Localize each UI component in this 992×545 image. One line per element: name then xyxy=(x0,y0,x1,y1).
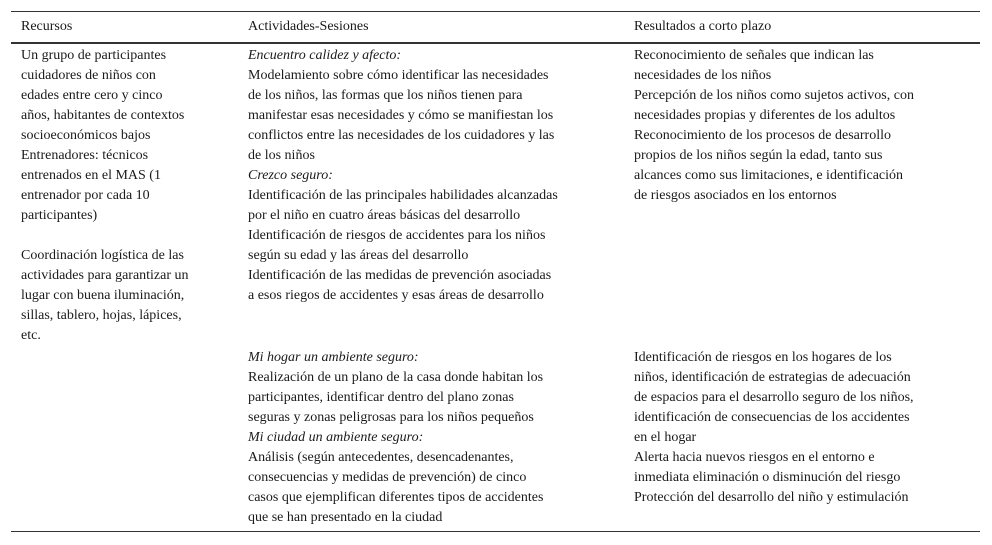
text-line: Reconocimiento de señales que indican las xyxy=(634,48,874,63)
session-title: Mi ciudad un ambiente seguro: xyxy=(248,430,424,445)
text-line: Identificación de las principales habilidades alcanzadas xyxy=(248,188,558,203)
text-line: a esos riegos de accidentes y esas áreas de desarrollo xyxy=(248,288,544,303)
session-title: Crezco seguro: xyxy=(248,168,333,183)
text-line: consecuencias y medidas de prevención) de cinco xyxy=(248,470,527,485)
text-line: de los niños, las formas que los niños tienen para xyxy=(248,88,523,103)
text-line: socioeconómicos bajos xyxy=(21,128,151,143)
text-line: entrenados en el MAS (1 xyxy=(21,168,161,183)
header-recursos: Recursos xyxy=(21,19,73,34)
text-line: que se han presentado en la ciudad xyxy=(248,510,443,525)
text-line: Realización de un plano de la casa donde habitan los xyxy=(248,370,544,385)
text-line: participantes) xyxy=(21,208,98,223)
text-line: entrenador por cada 10 xyxy=(21,188,150,203)
session-title: Encuentro calidez y afecto: xyxy=(248,48,402,63)
text-line: conflictos entre las necesidades de los cuidadores y las xyxy=(248,128,555,143)
text-line: cuidadores de niños con xyxy=(21,68,156,83)
text-line: Entrenadores: técnicos xyxy=(21,148,149,163)
text-line: Percepción de los niños como sujetos activos, con xyxy=(634,88,914,103)
text-line: Coordinación logística de las xyxy=(21,248,184,263)
header-actividades: Actividades-Sesiones xyxy=(248,19,369,34)
text-line: inmediata eliminación o disminución del riesgo xyxy=(634,470,901,485)
row2-resultados-cell xyxy=(634,348,914,508)
text-line: Modelamiento sobre cómo identificar las necesidades xyxy=(248,68,549,83)
text-line: lugar con buena iluminación, xyxy=(21,288,185,303)
row1-resultados-cell xyxy=(634,46,914,206)
text-line: participantes, identificar dentro del plano zonas xyxy=(248,390,514,405)
text-line: años, habitantes de contextos xyxy=(21,108,185,123)
text-line: alcances como sus limitaciones, e identificación xyxy=(634,168,904,183)
text-line: casos que ejemplifican diferentes tipos de accidentes xyxy=(248,490,544,505)
text-line: de riesgos asociados en los entornos xyxy=(634,188,837,203)
text-line: según su edad y las áreas del desarrollo xyxy=(248,248,469,263)
text-line: propios de los niños según la edad, tanto sus xyxy=(634,148,883,163)
row1-actividades-cell xyxy=(248,46,558,306)
text-line: actividades para garantizar un xyxy=(21,268,189,283)
row2-actividades-cell xyxy=(248,348,543,528)
row1-recursos-cell xyxy=(21,46,189,346)
text-line: en el hogar xyxy=(634,430,697,445)
table-bottom-rule xyxy=(11,531,980,532)
text-line: niños, identificación de estrategias de adecuación xyxy=(634,370,911,385)
session-title: Mi hogar un ambiente seguro: xyxy=(248,350,419,365)
header-resultados: Resultados a corto plazo xyxy=(634,19,772,34)
text-line: Identificación de riesgos en los hogares de los xyxy=(634,350,892,365)
text-line: sillas, tablero, hojas, lápices, xyxy=(21,308,182,323)
text-line: manifestar esas necesidades y cómo se manifiestan los xyxy=(248,108,554,123)
text-line: por el niño en cuatro áreas básicas del desarrollo xyxy=(248,208,521,223)
header-rule xyxy=(11,42,980,44)
text-line: Reconocimiento de los procesos de desarrollo xyxy=(634,128,891,143)
table-top-rule xyxy=(11,11,980,12)
text-line: Identificación de riesgos de accidentes para los niños xyxy=(248,228,546,243)
text-line: Análisis (según antecedentes, desencadenantes, xyxy=(248,450,514,465)
text-line: necesidades de los niños xyxy=(634,68,772,83)
blank-line xyxy=(21,226,189,246)
text-line: Un grupo de participantes xyxy=(21,48,167,63)
text-line: etc. xyxy=(21,328,41,343)
text-line: necesidades propias y diferentes de los adultos xyxy=(634,108,896,123)
text-line: Protección del desarrollo del niño y estimulación xyxy=(634,490,909,505)
text-line: identificación de consecuencias de los accidentes xyxy=(634,410,910,425)
text-line: de espacios para el desarrollo seguro de los niños, xyxy=(634,390,914,405)
text-line: edades entre cero y cinco xyxy=(21,88,163,103)
text-line: Identificación de las medidas de prevención asociadas xyxy=(248,268,552,283)
text-line: Alerta hacia nuevos riesgos en el entorno e xyxy=(634,450,875,465)
text-line: de los niños xyxy=(248,148,315,163)
text-line: seguras y zonas peligrosas para los niños pequeños xyxy=(248,410,534,425)
